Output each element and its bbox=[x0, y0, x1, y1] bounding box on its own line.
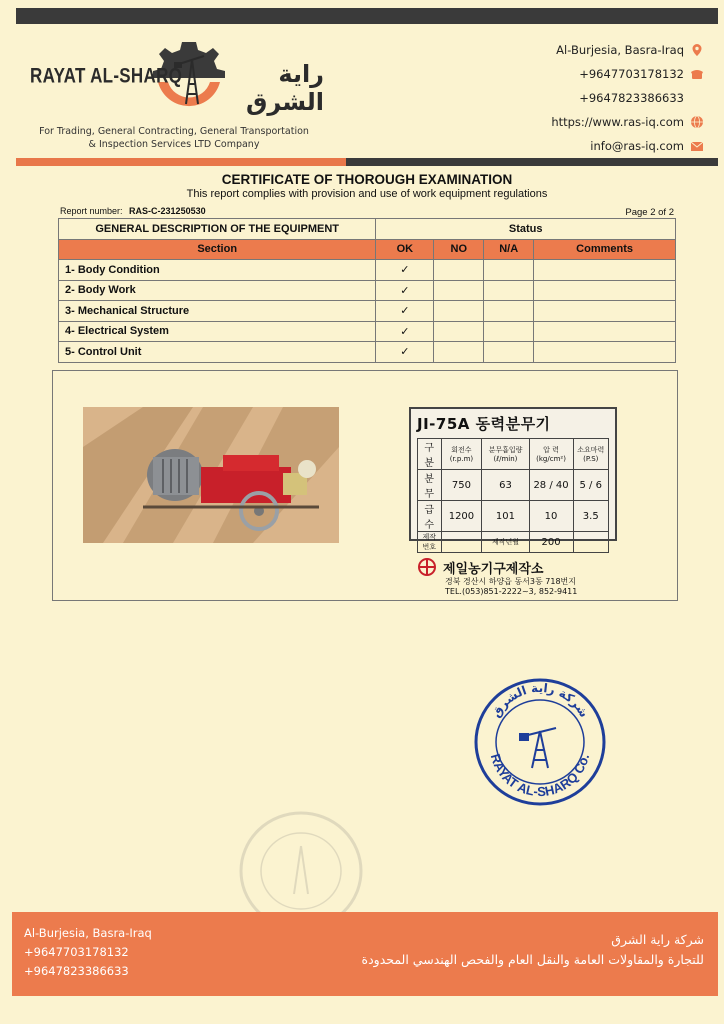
nameplate-maker bbox=[417, 557, 609, 577]
phone-1-text: +9647703178132 bbox=[579, 67, 684, 81]
contact-block bbox=[551, 38, 704, 158]
footer-phone-2: +9647823386633 bbox=[24, 964, 129, 978]
plate-row bbox=[418, 470, 609, 501]
plate-cell: 63 bbox=[482, 470, 529, 501]
status-header: Status bbox=[376, 219, 676, 240]
row-no bbox=[434, 301, 484, 322]
col-na: N/A bbox=[484, 239, 534, 260]
website-link[interactable]: https://www.ras-iq.com bbox=[551, 115, 684, 129]
location-pin-icon bbox=[690, 43, 704, 57]
col-section: Section bbox=[59, 239, 376, 260]
footer-arabic bbox=[362, 930, 704, 970]
stamp-text-ar: شركة راية الشرق bbox=[488, 680, 592, 720]
plate-cell: 10 bbox=[529, 501, 573, 532]
report-number-label: Report number: bbox=[60, 206, 123, 216]
row-no bbox=[434, 280, 484, 301]
row-ok-check: ✓ bbox=[376, 280, 434, 301]
row-ok-check: ✓ bbox=[376, 342, 434, 363]
column-header-row bbox=[59, 239, 676, 260]
tagline-line-2: & Inspection Services LTD Company bbox=[88, 139, 260, 150]
row-no bbox=[434, 321, 484, 342]
derrick-icon bbox=[520, 728, 556, 768]
footer-contacts bbox=[24, 924, 152, 981]
row-section: 4- Electrical System bbox=[59, 321, 376, 342]
plate-cell: 압 력 (kg/cm²) bbox=[529, 439, 573, 470]
stamp-text: RAYAT AL-SHARQ Co. bbox=[487, 752, 593, 800]
table-row bbox=[59, 321, 676, 342]
maker-address: 경북 경산시 하양읍 동서3동 718번지 bbox=[445, 577, 576, 586]
footer-phone-1: +9647703178132 bbox=[24, 945, 129, 959]
contact-address bbox=[551, 38, 704, 62]
row-na bbox=[484, 260, 534, 281]
row-na bbox=[484, 301, 534, 322]
report-number-value: RAS-C-231250530 bbox=[129, 206, 206, 216]
row-ok-check: ✓ bbox=[376, 321, 434, 342]
phone-2-text: +9647823386633 bbox=[579, 91, 684, 105]
row-comments bbox=[534, 321, 676, 342]
row-comments bbox=[534, 342, 676, 363]
plate-row bbox=[418, 501, 609, 532]
examination-table bbox=[58, 218, 676, 363]
logo-arabic-text: راية الشرق bbox=[245, 60, 324, 116]
maker-name: 제일농기구제작소 bbox=[443, 561, 544, 577]
plate-cell bbox=[573, 532, 609, 553]
company-tagline bbox=[24, 125, 324, 151]
row-ok-check: ✓ bbox=[376, 301, 434, 322]
row-comments bbox=[534, 260, 676, 281]
plate-cell bbox=[441, 532, 482, 553]
row-na bbox=[484, 342, 534, 363]
table-row bbox=[59, 260, 676, 281]
separator-dark bbox=[346, 158, 718, 166]
table-header-row bbox=[59, 219, 676, 240]
plate-row bbox=[418, 532, 609, 553]
plate-cell: 101 bbox=[482, 501, 529, 532]
contact-phone-2 bbox=[551, 86, 704, 110]
contact-phone-1 bbox=[551, 62, 704, 86]
globe-icon bbox=[690, 115, 704, 129]
general-description-header: GENERAL DESCRIPTION OF THE EQUIPMENT bbox=[59, 219, 376, 240]
plate-cell: 분무흡입량 (ℓ/min) bbox=[482, 439, 529, 470]
plate-cell: 구 분 bbox=[418, 439, 442, 470]
row-section: 2- Body Work bbox=[59, 280, 376, 301]
equipment-photo bbox=[83, 407, 339, 543]
row-na bbox=[484, 280, 534, 301]
col-comments: Comments bbox=[534, 239, 676, 260]
report-number bbox=[60, 206, 206, 216]
row-no bbox=[434, 342, 484, 363]
plate-cell: 소요마력 (P.S) bbox=[573, 439, 609, 470]
manufacturer-emblem-icon bbox=[417, 557, 437, 577]
plate-cell: 제작년월 bbox=[482, 532, 529, 553]
logo-english-text: RAYAT AL-SHARQ bbox=[30, 63, 183, 88]
blank-icon bbox=[690, 91, 704, 105]
plate-cell: 급 수 bbox=[418, 501, 442, 532]
nameplate-title: JI-75A 동력분무기 bbox=[417, 415, 551, 433]
footer-arabic-line-1: شركة راية الشرق bbox=[611, 932, 704, 947]
footer-band bbox=[12, 912, 718, 996]
tagline-line-1: For Trading, General Contracting, General Transportation bbox=[39, 126, 309, 137]
footer-address: Al-Burjesia, Basra-Iraq bbox=[24, 926, 152, 940]
plate-cell: 분무 bbox=[418, 470, 442, 501]
plate-cell: 200 bbox=[529, 532, 573, 553]
header-separator bbox=[16, 158, 718, 166]
contact-website[interactable] bbox=[551, 110, 704, 134]
envelope-icon bbox=[690, 139, 704, 153]
row-section: 5- Control Unit bbox=[59, 342, 376, 363]
table-row bbox=[59, 301, 676, 322]
plate-row bbox=[418, 439, 609, 470]
separator-orange bbox=[16, 158, 346, 166]
top-dark-bar bbox=[16, 8, 718, 24]
equipment-photo-box bbox=[52, 370, 678, 601]
table-row bbox=[59, 342, 676, 363]
col-ok: OK bbox=[376, 239, 434, 260]
nameplate-spec-grid bbox=[417, 438, 609, 553]
certificate-subtitle: This report complies with provision and use of work equipment regulations bbox=[186, 188, 548, 200]
row-no bbox=[434, 260, 484, 281]
company-stamp bbox=[470, 676, 610, 808]
maker-tel: TEL.(053)851-2222~3, 852-9411 bbox=[445, 587, 578, 596]
table-row bbox=[59, 280, 676, 301]
equipment-nameplate bbox=[409, 407, 617, 596]
plate-cell: 750 bbox=[441, 470, 482, 501]
certificate-title: CERTIFICATE OF THOROUGH EXAMINATION bbox=[221, 172, 513, 187]
row-section: 3- Mechanical Structure bbox=[59, 301, 376, 322]
contact-email[interactable] bbox=[551, 134, 704, 158]
row-section: 1- Body Condition bbox=[59, 260, 376, 281]
row-ok-check: ✓ bbox=[376, 260, 434, 281]
address-text: Al-Burjesia, Basra-Iraq bbox=[556, 43, 684, 57]
footer-arabic-line-2: للتجارة والمقاولات العامة والنقل العام والفحص الهندسي المحدودة bbox=[361, 952, 704, 967]
telephone-icon bbox=[690, 67, 704, 81]
row-comments bbox=[534, 301, 676, 322]
page-indicator: Page 2 of 2 bbox=[625, 207, 674, 218]
plate-cell: 1200 bbox=[441, 501, 482, 532]
row-na bbox=[484, 321, 534, 342]
row-comments bbox=[534, 280, 676, 301]
email-link[interactable]: info@ras-iq.com bbox=[590, 139, 684, 153]
plate-cell: 회전수 (r.p.m) bbox=[441, 439, 482, 470]
plate-cell: 제작번호 bbox=[418, 532, 442, 553]
plate-cell: 3.5 bbox=[573, 501, 609, 532]
plate-cell: 5 / 6 bbox=[573, 470, 609, 501]
plate-cell: 28 / 40 bbox=[529, 470, 573, 501]
col-no: NO bbox=[434, 239, 484, 260]
